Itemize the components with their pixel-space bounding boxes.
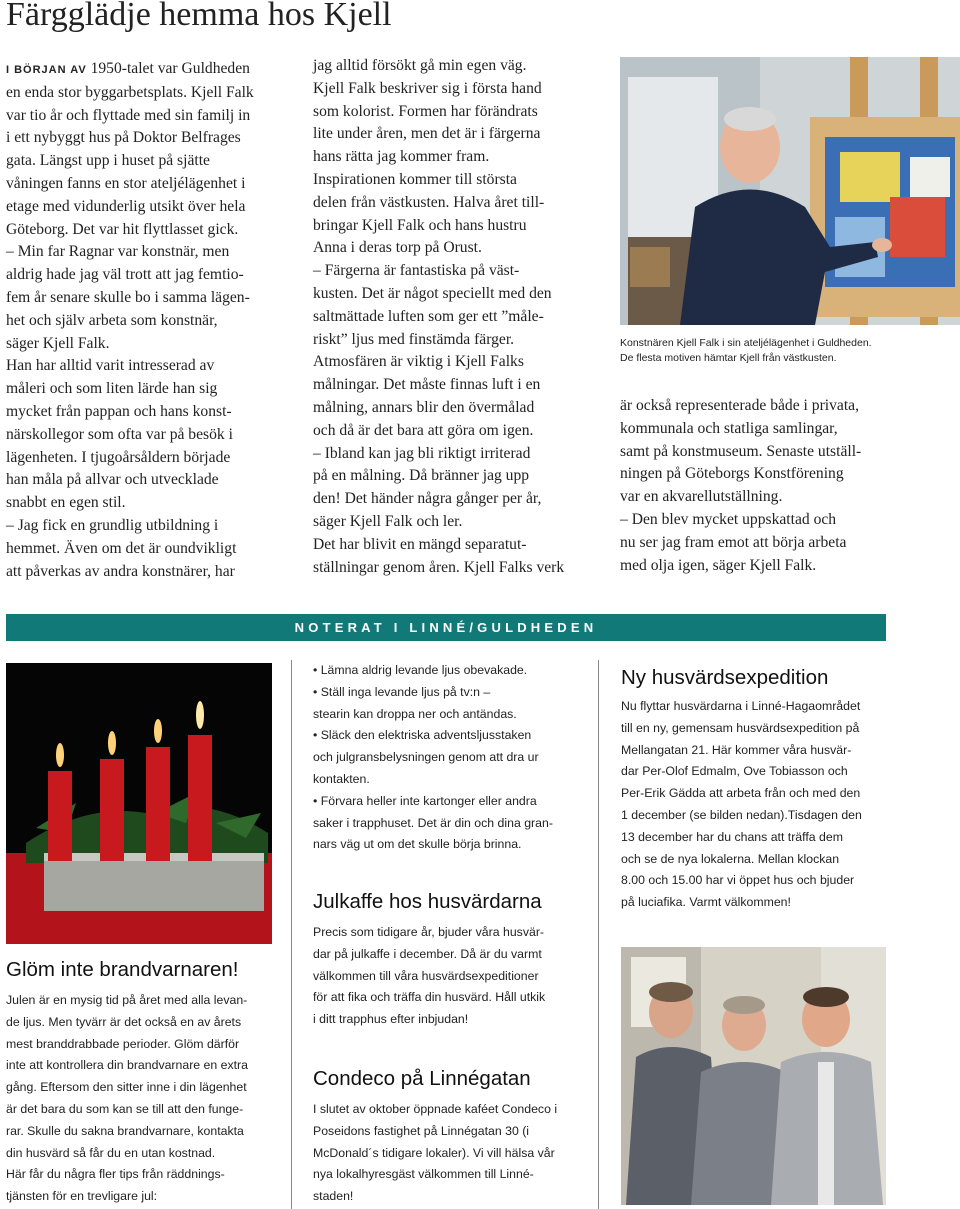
article-text-line: lite under åren, men det är i färgerna xyxy=(313,125,541,143)
husvard-heading: Ny husvärdsexpedition xyxy=(621,666,829,689)
article-text-line: bringar Kjell Falk och hans hustru xyxy=(313,216,527,234)
column-divider xyxy=(598,660,599,1209)
article-text-line: Anna i deras torp på Orust. xyxy=(313,239,482,257)
body-line: Poseidons fastighet på Linnégatan 30 (i xyxy=(313,1123,530,1138)
julkaffe-section xyxy=(313,890,588,1031)
article-text-line: är också representerade både i privata, xyxy=(620,397,859,414)
lead-caps: I BÖRJAN AV xyxy=(6,64,87,76)
article-text-line: aldrig hade jag väl trott att jag femtio- xyxy=(6,266,244,284)
article-text-line: ställningar genom åren. Kjell Falks verk xyxy=(313,558,565,576)
caption-line: De flesta motiven hämtar Kjell från västkusten. xyxy=(620,352,837,364)
article-text-line: Inspirationen kommer till största xyxy=(313,170,517,188)
julkaffe-heading: Julkaffe hos husvärdarna xyxy=(313,890,542,913)
caption-line: Konstnären Kjell Falk i sin ateljélägenhet i Guldheden. xyxy=(620,337,872,349)
article-text-line: jag alltid försökt gå min egen väg. xyxy=(313,57,527,74)
article-text-line: – Min far Ragnar var konstnär, men xyxy=(6,243,230,261)
tip-line: och julgransbelysningen genom att dra ur xyxy=(313,750,539,765)
body-line: tjänsten för en trevligare jul: xyxy=(6,1189,158,1204)
body-line: Här får du några fler tips från räddnings- xyxy=(6,1167,225,1182)
body-line: nya lokalhyresgäst välkommen till Linné- xyxy=(313,1167,534,1182)
article-column-1 xyxy=(6,58,274,583)
article-text-line: på en målning. Då bränner jag upp xyxy=(313,467,530,485)
article-text-line: kusten. Det är något speciellt med den xyxy=(313,284,552,302)
article-text-line: och då är det bara att göra om igen. xyxy=(313,421,534,439)
tip-line: nars väg ut om det skulle börja brinna. xyxy=(313,837,522,852)
body-line: och se de nya lokalerna. Mellan klockan xyxy=(621,851,840,866)
body-line: 8.00 och 15.00 har vi öppet hus och bjuder xyxy=(621,873,855,888)
body-line: Precis som tidigare år, bjuder våra husvär- xyxy=(313,925,545,939)
tip-line: • Ställ inga levande ljus på tv:n – xyxy=(313,684,491,699)
article-text-line: – Jag fick en grundlig utbildning i xyxy=(6,516,219,534)
article-text-line: gata. Längst upp i huset på sjätte xyxy=(6,152,210,170)
body-line: till en ny, gemensam husvärdsexpedition på xyxy=(621,720,860,735)
article-text-line: mycket från pappan och hans konst- xyxy=(6,402,232,420)
condeco-body xyxy=(313,1099,588,1208)
body-line: staden! xyxy=(313,1189,354,1204)
section-banner: NOTERAT I LINNÉ/GULDHEDEN xyxy=(6,614,886,641)
body-line: mest branddrabbade perioder. Glöm därför xyxy=(6,1036,240,1051)
tip-line: stearin kan droppa ner och antändas. xyxy=(313,706,517,721)
tip-line: saker i trapphuset. Det är din och dina gran- xyxy=(313,815,553,830)
artist-photo-caption xyxy=(620,336,960,366)
article-text-line: – Färgerna är fantastiska på väst- xyxy=(313,262,520,280)
article-text-line: – Ibland kan jag bli riktigt irriterad xyxy=(313,444,531,462)
article-text-line: våningen fanns en stor ateljélägenhet i xyxy=(6,174,246,192)
article-text-line: riskt” ljus med finstämda färger. xyxy=(313,330,515,348)
body-line: rar. Skulle du sakna brandvarnare, kontakta xyxy=(6,1123,244,1138)
husvard-body xyxy=(621,696,901,914)
article-text-line: Göteborg. Det var hit flyttlasset gick. xyxy=(6,220,239,238)
article-text-line: Atmosfären är viktig i Kjell Falks xyxy=(313,353,524,371)
condeco-section xyxy=(313,1067,588,1208)
brandvarnare-heading: Glöm inte brandvarnaren! xyxy=(6,958,239,981)
article-text-line: med olja igen, säger Kjell Falk. xyxy=(620,556,817,574)
article-text-line: fem år senare skulle bo i samma lägen- xyxy=(6,288,250,306)
body-line: i ditt trapphus efter inbjudan! xyxy=(313,1012,469,1027)
article-text-line: snabbt en egen stil. xyxy=(6,494,126,512)
article-text-line: i ett nybyggt hus på Doktor Belfrages xyxy=(6,129,241,147)
article-text-line: ningen på Göteborgs Konstförening xyxy=(620,465,844,483)
article-text-line: målningar. Det måste finnas luft i en xyxy=(313,376,541,394)
tip-line: • Förvara heller inte kartonger eller andra xyxy=(313,793,537,808)
body-line: är det bara du som kan se till att den funge- xyxy=(6,1101,244,1116)
article-text-line: delen från västkusten. Halva året till- xyxy=(313,193,545,211)
article-text-line: etage med vidunderlig utsikt över hela xyxy=(6,197,246,215)
body-line: de ljus. Men tyvärr är det också en av årets xyxy=(6,1014,242,1029)
fire-safety-tips xyxy=(313,660,588,856)
body-line: för att fika och träffa din husvärd. Håll utkik xyxy=(313,990,546,1005)
julkaffe-body xyxy=(313,922,588,1031)
article-text-line: en enda stor byggarbetsplats. Kjell Falk xyxy=(6,83,254,101)
article-lead-line xyxy=(6,58,274,82)
article-text-line: måleri och som liten lärde han sig xyxy=(6,380,218,398)
article-text-line: samt på konstmuseum. Senaste utställ- xyxy=(620,442,862,460)
article-text-line: säger Kjell Falk. xyxy=(6,334,110,352)
body-line: McDonald´s tidigare lokaler). Vi vill hälsa vår xyxy=(313,1145,555,1160)
article-text-line: närskollegor som ofta var på besök i xyxy=(6,425,233,443)
article-text-line: nu ser jag fram emot att börja arbeta xyxy=(620,533,847,551)
body-line: inte att kontrollera din brandvarnare en extra xyxy=(6,1058,248,1073)
tip-line: • Släck den elektriska adventsljusstaken xyxy=(313,728,532,743)
article-text-line: Han har alltid varit intresserad av xyxy=(6,357,215,375)
body-line: Julen är en mysig tid på året med alla levan- xyxy=(6,993,248,1007)
advent-candles-illustration xyxy=(6,663,272,944)
caretakers-photo xyxy=(621,947,886,1205)
body-line: din husvärd så får du en utan kostnad. xyxy=(6,1145,216,1160)
husvard-section xyxy=(621,666,901,914)
tip-line: • Lämna aldrig levande ljus obevakade. xyxy=(313,663,528,677)
tip-line: kontakten. xyxy=(313,771,370,786)
article-text-line: var en akvarellutställning. xyxy=(620,488,783,506)
article-text-line: hans rätta jag kommer fram. xyxy=(313,148,490,166)
artist-photo-illustration xyxy=(620,57,960,325)
article-text-line: den! Det händer några gånger per år, xyxy=(313,490,542,508)
article-text-line: Det har blivit en mängd separatut- xyxy=(313,535,527,553)
body-line: Per-Erik Gädda att arbeta från och med den xyxy=(621,786,861,801)
body-line: 1 december (se bilden nedan).Tisdagen den xyxy=(621,807,862,822)
article-text-line: Kjell Falk beskriver sig i första hand xyxy=(313,79,542,97)
article-text-line: han måla på allvar och utvecklade xyxy=(6,471,219,489)
body-line: gång. Eftersom den sitter inne i din lägenhet xyxy=(6,1080,247,1095)
article-headline: Färgglädje hemma hos Kjell xyxy=(6,0,392,33)
article-text-line: att påverkas av andra konstnärer, har xyxy=(6,562,235,580)
article-text-line: hemmet. Även om det är oundvikligt xyxy=(6,539,237,557)
article-text-line: het och själv arbeta som konstnär, xyxy=(6,311,218,329)
article-text-line: lägenheten. I tjugoårsåldern började xyxy=(6,448,231,466)
column-divider xyxy=(291,660,292,1209)
article-text-line: målning, annars blir den övermålad xyxy=(313,398,535,416)
article-text-line: säger Kjell Falk och ler. xyxy=(313,512,463,530)
body-line: Nu flyttar husvärdarna i Linné-Hagaområdet xyxy=(621,699,861,713)
caretakers-illustration xyxy=(621,947,886,1205)
article-text-line: var tio år och flyttade med sin familj in xyxy=(6,106,251,124)
body-line: på luciafika. Varmt välkommen! xyxy=(621,895,791,910)
body-line: dar Per-Olof Edmalm, Ove Tobiasson och xyxy=(621,764,848,779)
body-line: I slutet av oktober öppnade kaféet Condeco i xyxy=(313,1102,558,1116)
article-text-line: saltmättade luften som ger ett ”måle- xyxy=(313,307,544,325)
body-line: 13 december har du chans att träffa dem xyxy=(621,829,843,844)
body-line: dar på julkaffe i december. Då är du varmt xyxy=(313,946,542,961)
brandvarnare-body xyxy=(6,990,286,1208)
article-text-line: 1950-talet var Guldheden xyxy=(86,60,250,77)
artist-photo xyxy=(620,57,960,325)
article-text-line: som kolorist. Formen har förändrats xyxy=(313,102,538,120)
brandvarnare-section xyxy=(6,958,286,1208)
article-column-2 xyxy=(313,55,585,579)
advent-candles-photo xyxy=(6,663,272,944)
body-line: Mellangatan 21. Här kommer våra husvär- xyxy=(621,742,852,757)
article-text-line: – Den blev mycket uppskattad och xyxy=(620,510,837,528)
condeco-heading: Condeco på Linnégatan xyxy=(313,1067,531,1090)
body-line: välkommen till våra husvärdsexpeditioner xyxy=(313,968,539,983)
article-text-line: kommunala och statliga samlingar, xyxy=(620,419,838,437)
article-column-3 xyxy=(620,395,920,577)
